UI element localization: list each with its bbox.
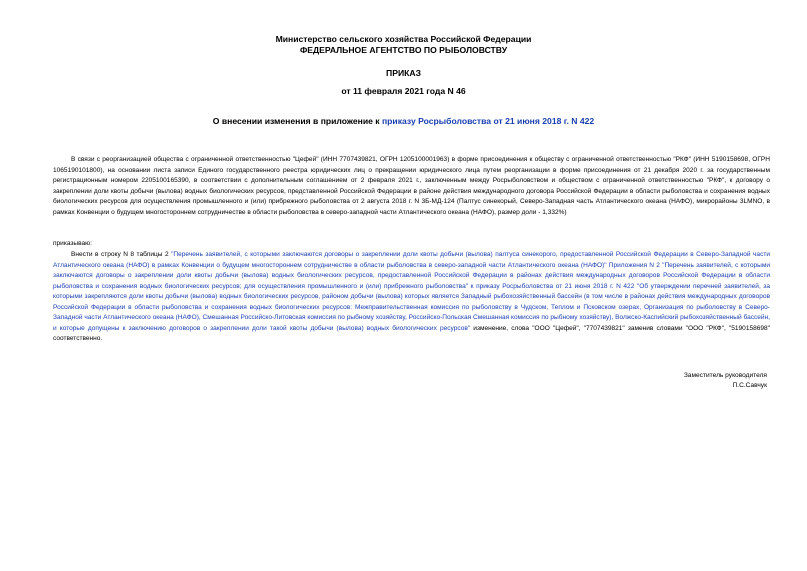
document-type: ПРИКАЗ — [386, 68, 421, 78]
order-link[interactable]: приказу Росрыболовства от 21 июня 2018 г. N 422 — [381, 116, 595, 126]
ministry-name: Министерство сельского хозяйства Российской Федерации — [275, 34, 532, 44]
signatory-name: П.С.Савчук — [732, 382, 767, 389]
order-paragraph — [53, 250, 770, 345]
title-prefix: О внесении изменения в приложение к — [212, 116, 382, 126]
signatory-position: Заместитель руководителя — [683, 372, 767, 379]
document-date-number: от 11 февраля 2021 года N 46 — [341, 86, 466, 96]
ordered-word: приказываю: — [53, 240, 92, 247]
para2-start: Внести в строку N 8 таблицы 2 — [71, 251, 172, 258]
para2-end: изменение, слова "ООО "Цефей", "7707439821" заменив словами "ООО "РКФ", "5190158698" соответственно. — [53, 324, 770, 342]
preamble-paragraph: В связи с реорганизацией общества с ограниченной ответственностью "Цефей" (ИНН 7707439821, ОГРН 1205100001963) в форме присоединения к обществу с ограниченной ответственностью "РКФ" (ИНН 5190158698, ОГРН 1065190101800), на основании листа записи Единого государственного реестра юридических лиц о прекращении юридического лица путем реорганизации в форме присоединения от 21 декабря 2020 г. за государственным регистрационным номером 2205100165390, в соответствии с дополнительным соглашением от 2 февраля 2021 г., заключенным между Росрыболовством и обществом с ограниченной ответственностью "РКФ", к договору о закреплении доли квоты добычи (вылова) водных биологических ресурсов, представленной Российской Федерации в районе действия международного договора Российской Федерации в области рыболовства и сохранения водных биологических ресурсов для осуществления промышленного и (или) прибрежного рыболовства от 2 августа 2018 г. N 3Б-МД-124 (Палтус синекорый, Северо-Западная часть Атлантического океана (НАФО), микрорайоны 3LMNO, в рамках Конвенции о будущем многостороннем сотрудничестве в области рыболовства в северо-западной части Атлантического океана (НАФО), размер доли - 1,332%) — [53, 156, 770, 216]
agency-name: ФЕДЕРАЛЬНОЕ АГЕНТСТВО ПО РЫБОЛОВСТВУ — [299, 45, 508, 55]
document-title — [0, 116, 807, 127]
table-reference-link[interactable]: "Перечень заявителей, с которыми заключаются договоры о закреплении доли квоты добычи (вылова) палтуса синекорого, предоставленной Российской Федерации в Северо-Западной части Атлантического океана (НАФО) в рамках Конвенции о будущем многостороннем сотрудничестве в области рыболовства в северо-западной части Атлантического океана (НАФО)" Приложения N 2 "Перечень заявителей, с которыми заключаются договоры о закреплении доли квоты добычи (вылова) водных биологических ресурсов, предоставленной Российской Федерации в районах действия международных договоров Российской Федерации в области рыболовства и сохранения водных биологических ресурсов; для осуществления промышленного и (или) прибрежного рыболовства" к приказу Росрыболовства от 21 июня 2018 г. N 422 "Об утверждении перечней заявителей, за которыми закрепляются доли квоты добычи (вылова) водных биологических ресурсов, районом добычи (вылова) которых является Западный рыбохозяйственный бассейн (в том числе в районах действия международных договоров Российской Федерации в области рыболовства и сохранения водных биологических ресурсов: Межправительственная комиссия по рыболовству в Чудском, Теплом и Псковском озерах, Организация по рыболовству в Северо-Западной части Атлантического океана (НАФО), Смешанная Российско-Литовская комиссия по рыбному хозяйству, Российско-Польская Смешанная комиссия по рыбному хозяйству), Волжско-Каспийский рыбохозяйственный бассейн, и которые допущены к заключению договоров о закреплении доли такой квоты добычи (вылова) водных биологических ресурсов" — [53, 251, 770, 332]
